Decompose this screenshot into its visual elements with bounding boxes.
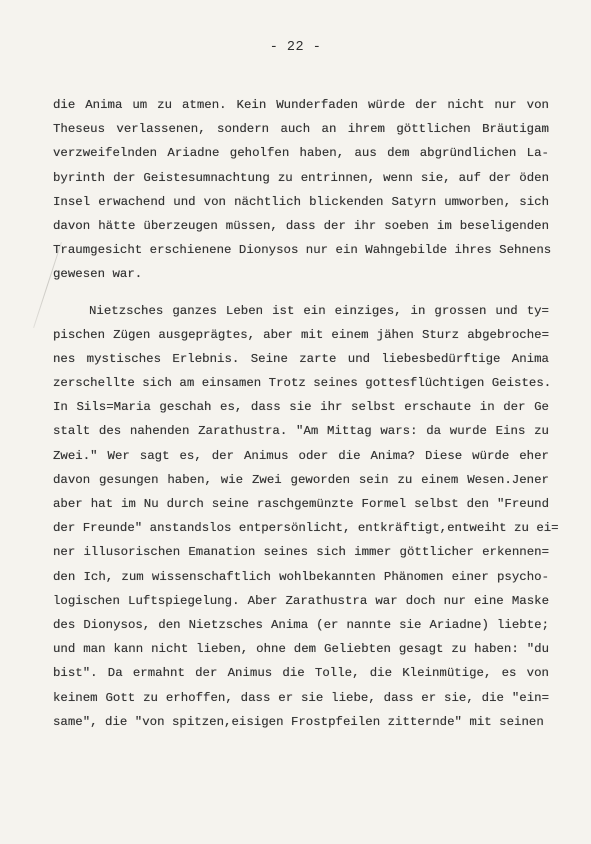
text-line: Nietzsches ganzes Leben ist ein einziges, in grossen und ty= (89, 303, 549, 318)
text-line: Zwei." Wer sagt es, der Animus oder die Anima? Diese würde eher (53, 448, 549, 463)
text-line: der Freunde" anstandslos entpersönlicht, entkräftigt,entweiht zu ei= (53, 521, 559, 536)
text-line: die Anima um zu atmen. Kein Wunderfaden würde der nicht nur von (53, 98, 549, 112)
text-line: den Ich, zum wissenschaftlich wohlbekannten Phänomen einer psycho- (53, 569, 549, 584)
text-line: nes mystisches Erlebnis. Seine zarte und liebesbedürftige Anima (53, 351, 549, 366)
text-line: verzweifelnden Ariadne geholfen haben, aus dem abgründlichen La- (53, 146, 549, 161)
text-line: Traumgesicht erschienene Dionysos nur ein Wahngebilde ihres Sehnens (53, 243, 552, 258)
text-line: davon gesungen haben, wie Zwei geworden sein zu einem Wesen.Jener (53, 472, 549, 487)
text-line: aber hat im Nu durch seine raschgemünzte Formel selbst den "Freund (53, 497, 549, 511)
text-line: zerschellte sich am einsamen Trotz seines gottesflüchtigen Geistes. (53, 376, 552, 391)
text-line: In Sils=Maria geschah es, dass sie ihr selbst erschaute in der Ge (53, 400, 549, 415)
text-line: des Dionysos, den Nietzsches Anima (er nannte sie Ariadne) liebte; (53, 617, 549, 632)
text-line: ner illusorischen Emanation seines sich immer göttlicher erkennen= (53, 545, 549, 560)
text-line: byrinth der Geistesumnachtung zu entrinnen, wenn sie, auf der öden (53, 170, 549, 185)
text-line: stalt des nahenden Zarathustra. "Am Mittag wars: da wurde Eins zu (53, 424, 549, 439)
text-line: same", die "von spitzen,eisigen Frostpfeilen zitternde" mit seinen (53, 714, 544, 729)
text-line: und man kann nicht lieben, ohne dem Geliebten gesagt zu haben: "du (53, 642, 549, 657)
text-line: davon hätte überzeugen müssen, dass der ihr soeben im beseligenden (53, 218, 549, 233)
text-line: keinem Gott zu erhoffen, dass er sie liebe, dass er sie, die "ein= (53, 690, 549, 705)
text-line: gewesen war. (53, 267, 143, 282)
body-text (53, 93, 559, 734)
paragraph-gap (53, 287, 549, 299)
text-line: Theseus verlassenen, sondern auch an ihrem göttlichen Bräutigam (53, 122, 549, 137)
text-line: bist". Da ermahnt der Animus die Tolle, die Kleinmütige, es von (53, 666, 549, 681)
text-line: logischen Luftspiegelung. Aber Zarathustra war doch nur eine Maske (53, 593, 549, 608)
text-line: pischen Zügen ausgeprägtes, aber mit einem jähen Sturz abgebroche= (53, 327, 549, 342)
text-line: Insel erwachend und von nächtlich blickenden Satyrn umworben, sich (53, 194, 549, 209)
page-number: - 22 - (269, 40, 322, 55)
